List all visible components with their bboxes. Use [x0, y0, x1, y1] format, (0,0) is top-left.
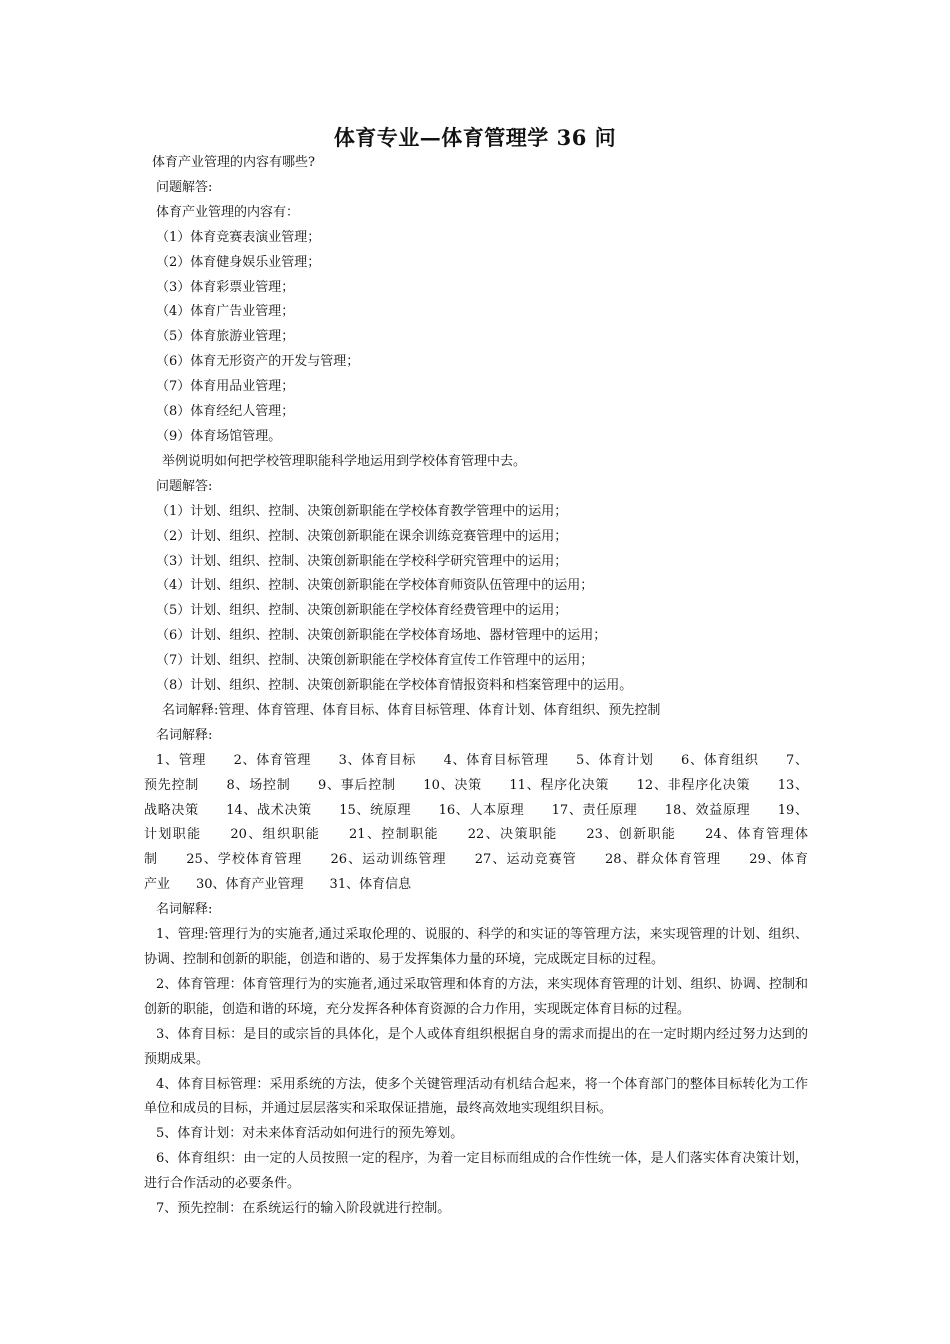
terms-line: 战略决策 14、战术决策 15、统原理 16、人本原理 17、责任原理 18、效益原理 19、 — [144, 802, 808, 818]
definition-paragraph: 3、体育目标：是目的或宗旨的具体化，是个人或体育组织根据自身的需求而提出的在一定时期内经过努力达到的预期成果。 — [144, 1026, 808, 1067]
document-body — [144, 151, 808, 1222]
definition-paragraph: 5、体育计划：对未来体育活动如何进行的预先筹划。 — [156, 1126, 464, 1142]
list-item: （3）体育彩票业管理； — [156, 279, 295, 295]
list-item: （8）计划、组织、控制、决策创新职能在学校体育情报资料和档案管理中的运用。 — [156, 678, 633, 694]
list-item: （8）体育经纪人管理； — [156, 404, 295, 420]
terms-label: 名词解释: — [156, 727, 213, 743]
list-item: （1）体育竞赛表演业管理； — [156, 229, 321, 245]
question-2: 举例说明如何把学校管理职能科学地运用到学校体育管理中去。 — [162, 453, 527, 469]
question-1: 体育产业管理的内容有哪些? — [152, 155, 315, 170]
terms-line: 制 25、学校体育管理 26、运动训练管理 27、运动竞赛管 28、群众体育管理 29、体育 — [144, 852, 808, 868]
list-item: （7）计划、组织、控制、决策创新职能在学校体育宣传工作管理中的运用； — [156, 653, 594, 669]
list-item: （2）体育健身娱乐业管理； — [156, 254, 321, 270]
question-3: 名词解释:管理、体育管理、体育目标、体育目标管理、体育计划、体育组织、预先控制 — [162, 702, 661, 718]
definition-paragraph: 4、体育目标管理：采用系统的方法，使多个关键管理活动有机结合起来，将一个体育部门的整体目标转化为工作单位和成员的目标，并通过层层落实和采取保证措施，最终高效地实现组织目标。 — [144, 1076, 808, 1117]
list-item: （3）计划、组织、控制、决策创新职能在学校科学研究管理中的运用； — [156, 553, 568, 569]
list-item: （6）计划、组织、控制、决策创新职能在学校体育场地、器材管理中的运用； — [156, 628, 607, 644]
definitions-label: 名词解释: — [156, 902, 213, 918]
terms-line: 产业 30、体育产业管理 31、体育信息 — [144, 877, 412, 893]
definition-paragraph: 7、预先控制：在系统运行的输入阶段就进行控制。 — [156, 1201, 451, 1217]
answer-intro: 体育产业管理的内容有： — [156, 204, 300, 220]
list-item: （7）体育用品业管理； — [156, 379, 295, 395]
definition-paragraph: 2、体育管理：体育管理行为的实施者,通过采取管理和体育的方法，来实现体育管理的计划、组织、协调、控制和创新的职能，创造和谐的环境，充分发挥各种体育资源的合力作用，实现既定体育目标的过程。 — [144, 976, 808, 1017]
list-item: （4）计划、组织、控制、决策创新职能在学校体育师资队伍管理中的运用； — [156, 578, 594, 594]
definition-paragraph: 1、管理:管理行为的实施者,通过采取伦理的、说服的、科学的和实证的等管理方法，来实现管理的计划、组织、协调、控制和创新的职能，创造和谐的、易于发挥集体力量的环境，完成既定目标的过程。 — [144, 927, 808, 967]
list-item: （4）体育广告业管理； — [156, 304, 295, 320]
answer-label: 问题解答: — [156, 478, 213, 494]
definition-paragraph: 6、体育组织：由一定的人员按照一定的程序，为着一定目标而组成的合作性统一体，是人们落实体育决策计划，进行合作活动的必要条件。 — [144, 1151, 808, 1192]
answer-label: 问题解答: — [156, 179, 213, 195]
list-item: （5）计划、组织、控制、决策创新职能在学校体育经费管理中的运用； — [156, 603, 568, 619]
terms-line: 预先控制 8、场控制 9、事后控制 10、决策 11、程序化决策 12、非程序化决策 13、 — [144, 777, 808, 793]
list-item: （6）体育无形资产的开发与管理； — [156, 354, 360, 370]
list-item: （5）体育旅游业管理； — [156, 329, 295, 345]
document-title: 体育专业—体育管理学 36 问 — [333, 125, 617, 150]
list-item: （1）计划、组织、控制、决策创新职能在学校体育教学管理中的运用； — [156, 503, 568, 519]
list-item: （9）体育场馆管理。 — [156, 428, 282, 444]
list-item: （2）计划、组织、控制、决策创新职能在课余训练竞赛管理中的运用； — [156, 528, 568, 544]
terms-line: 计划职能 20、组织职能 21、控制职能 22、决策职能 23、创新职能 24、体育管理体 — [144, 827, 808, 843]
terms-line: 1、管理 2、体育管理 3、体育目标 4、体育目标管理 5、体育计划 6、体育组织 7、 — [156, 752, 808, 768]
